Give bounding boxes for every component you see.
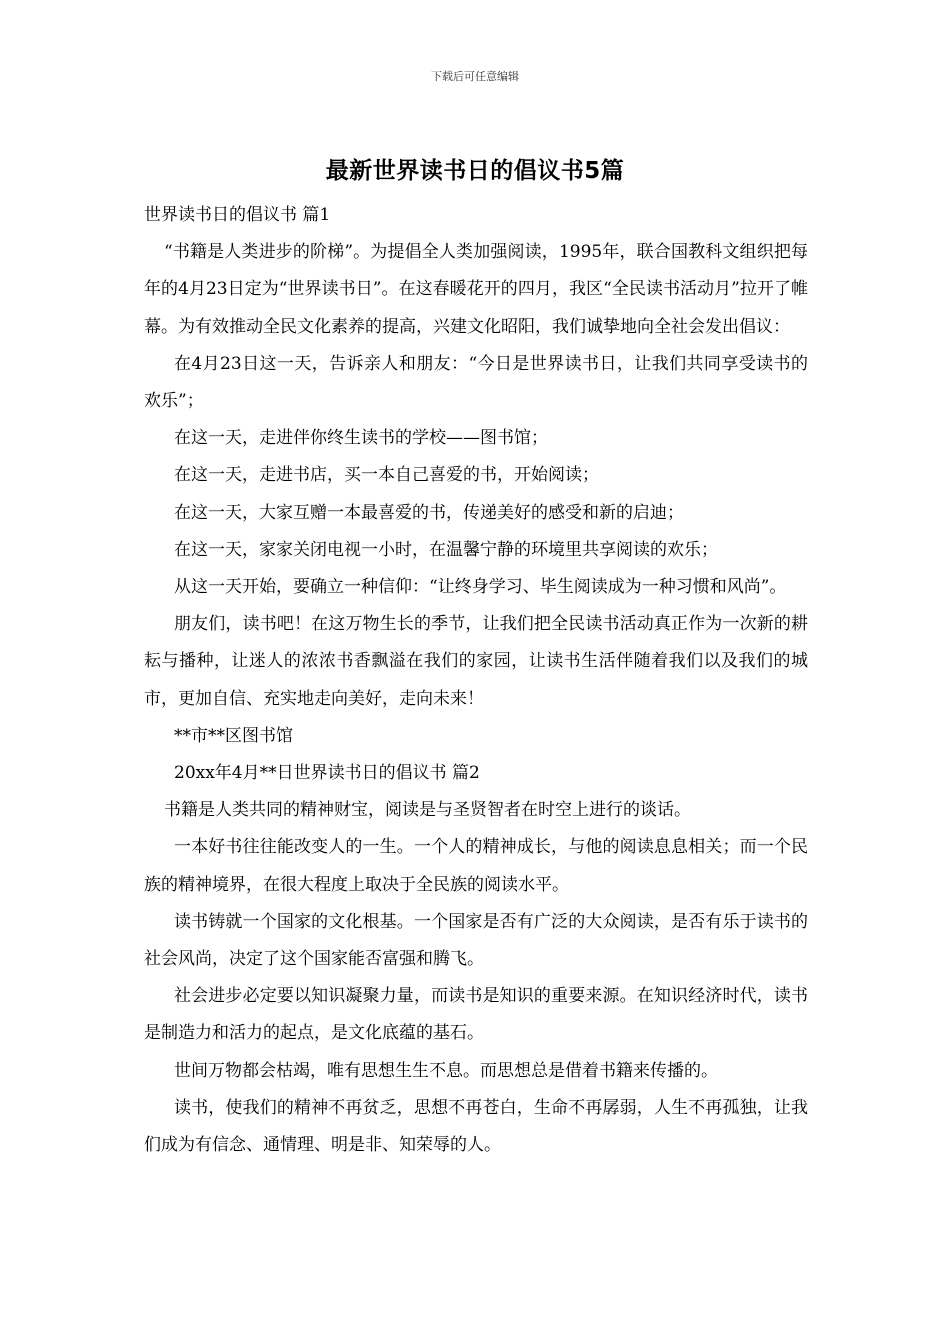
paragraph: 读书铸就一个国家的文化根基。一个国家是否有广泛的大众阅读，是否有乐于读书的社会风尚，决定了这个国家能否富强和腾飞。 xyxy=(144,911,808,970)
paragraph: 在这一天，走进伴你终生读书的学校——图书馆； xyxy=(174,428,548,449)
paragraph: 在4月23日这一天，告诉亲人和朋友：“今日是世界读书日，让我们共同享受读书的欢乐”； xyxy=(144,353,808,412)
signature-line: **市**区图书馆 xyxy=(174,725,293,746)
paragraph: 在这一天，大家互赠一本最喜爱的书，传递美好的感受和新的启迪； xyxy=(174,502,684,523)
paragraph: 在这一天，走进书店，买一本自己喜爱的书，开始阅读； xyxy=(174,465,599,486)
page-header: 下载后可任意编辑 xyxy=(431,70,519,83)
paragraph: 从这一天开始，要确立一种信仰：“让终身学习、毕生阅读成为一种习惯和风尚”。 xyxy=(174,577,787,598)
paragraph: 社会进步必定要以知识凝聚力量，而读书是知识的重要来源。在知识经济时代，读书是制造力和活力的起点，是文化底蕴的基石。 xyxy=(144,986,808,1044)
paragraph: 朋友们，读书吧！在这万物生长的季节，让我们把全民读书活动真正作为一次新的耕耘与播种，让迷人的浓浓书香飘溢在我们的家园，让读书生活伴随着我们以及我们的城市，更加自信、充实地走向美好，走向未来！ xyxy=(144,614,808,709)
section-heading-2: 20xx年4月**日世界读书日的倡议书 篇2 xyxy=(174,763,480,784)
paragraph: 一本好书往往能改变人的一生。一个人的精神成长，与他的阅读息息相关；而一个民族的精神境界，在很大程度上取决于全民族的阅读水平。 xyxy=(144,837,808,895)
paragraph: 书籍是人类共同的精神财宝，阅读是与圣贤智者在时空上进行的谈话。 xyxy=(164,800,691,821)
paragraph: 在这一天，家家关闭电视一小时，在温馨宁静的环境里共享阅读的欢乐； xyxy=(174,539,718,560)
paragraph: 读书，使我们的精神不再贫乏，思想不再苍白，生命不再孱弱，人生不再孤独，让我们成为有信念、通情理、明是非、知荣辱的人。 xyxy=(144,1097,808,1156)
section-heading-1: 世界读书日的倡议书 篇1 xyxy=(144,205,331,225)
paragraph: 世间万物都会枯竭，唯有思想生生不息。而思想总是借着书籍来传播的。 xyxy=(174,1060,718,1081)
paragraph: “书籍是人类进步的阶梯”。为提倡全人类加强阅读，1995年，联合国教科文组织把每年的4月23日定为“世界读书日”。在这春暖花开的四月，我区“全民读书活动月”拉开了帷幕。为有效推动全民文化素养的提高，兴建文化昭阳，我们诚挚地向全社会发出倡议： xyxy=(144,242,808,337)
document-body xyxy=(144,197,808,1164)
document-title: 最新世界读书日的倡议书5篇 xyxy=(325,158,625,184)
